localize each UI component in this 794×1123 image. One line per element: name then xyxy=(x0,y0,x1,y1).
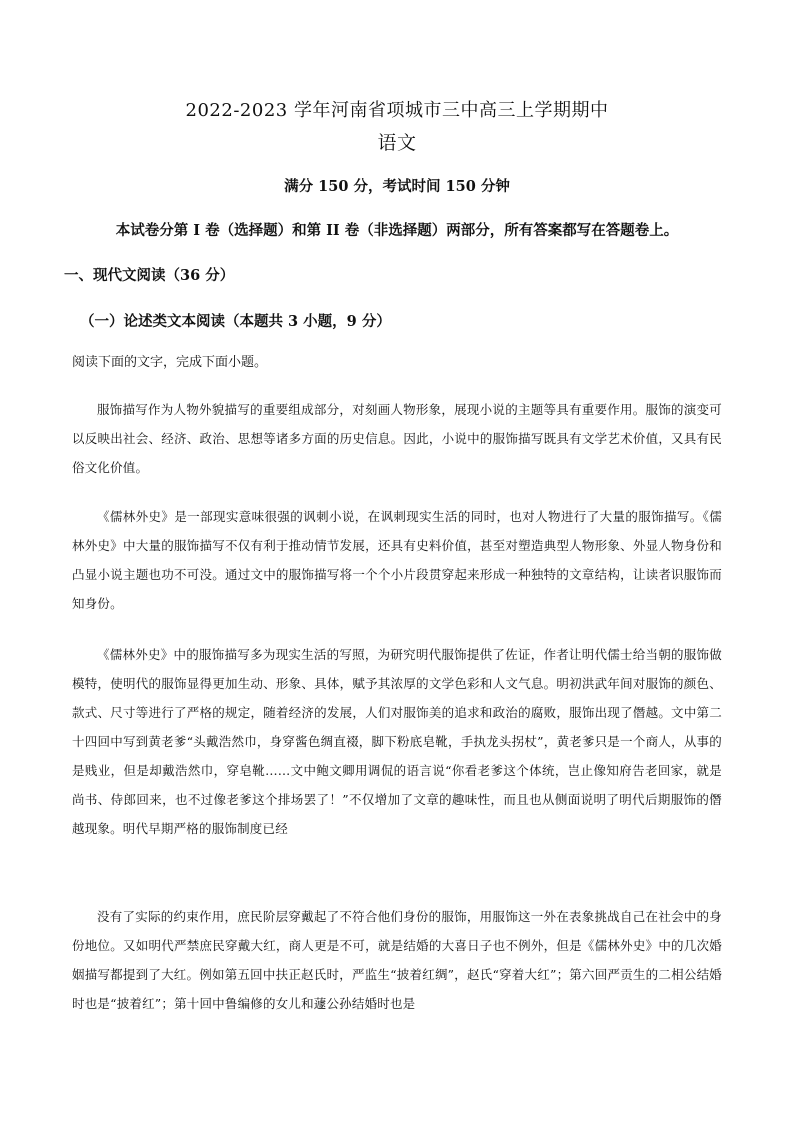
subsection-heading: （一）论述类文本阅读（本题共 3 小题，9 分） xyxy=(80,313,391,330)
paragraph-3: 《儒林外史》中的服饰描写多为现实生活的写照，为研究明代服饰提供了佐证，作者让明代儒士给当朝的服饰做模特，使明代的服饰显得更加生动、形象、具体，赋予其浓厚的文学色彩和人文气息。明初洪武年间对服饰的颜色、款式、尺寸等进行了严格的规定，随着经济的发展，人们对服饰美的追求和政治的腐败，服饰出现了僭越。文中第二十四回中写到黄老爹“头戴浩然巾，身穿酱色绸直裰，脚下粉底皂靴，手执龙头拐杖”，黄老爹只是一个商人，从事的是贱业，但是却戴浩然巾，穿皂靴……文中鲍文卿用调侃的语言说“你看老爹这个体统，岂止像知府告老回家，就是尚书、侍郎回来，也不过像老爹这个排场罢了！”不仅增加了文章的趣味性，而且也从侧面说明了明代后期服饰的僭越现象。明代早期严格的服饰制度已经 xyxy=(72,647,722,836)
paragraph-2: 《儒林外史》是一部现实意味很强的讽刺小说，在讽刺现实生活的同时，也对人物进行了大量的服饰描写。《儒林外史》中大量的服饰描写不仅有利于推动情节发展，还具有史料价值，甚至对塑造典型人物形象、外显人物身份和凸显小说主题也功不可没。通过文中的服饰描写将一个个小片段贯穿起来形成一种独特的文章结构，让读者识服饰而知身份。 xyxy=(72,509,722,611)
paragraph-1: 服饰描写作为人物外貌描写的重要组成部分，对刻画人物形象，展现小说的主题等具有重要作用。服饰的演变可以反映出社会、经济、政治、思想等诸多方面的历史信息。因此，小说中的服饰描写既具有文学艺术价值，又具有民俗文化价值。 xyxy=(72,402,722,475)
exam-instructions: 本试卷分第 I 卷（选择题）和第 II 卷（非选择题）两部分，所有答案都写在答题卷上。 xyxy=(115,222,679,239)
score-info: 满分 150 分，考试时间 150 分钟 xyxy=(284,178,510,195)
paragraph-4: 没有了实际的约束作用，庶民阶层穿戴起了不符合他们身份的服饰，用服饰这一外在表象挑战自己在社会中的身份地位。又如明代严禁庶民穿戴大红，商人更是不可，就是结婚的大喜日子也不例外，但是《儒林外史》中的几次婚姻描写都提到了大红。例如第五回中扶正赵氏时，严监生“披着红绸”，赵氏“穿着大红”；第六回严贡生的二相公结婚时也是“披着红”；第十回中鲁编修的女儿和蘧公孙结婚时也是 xyxy=(72,909,722,1011)
section-heading: 一、现代文阅读（36 分） xyxy=(64,267,235,284)
reading-prompt: 阅读下面的文字，完成下面小题。 xyxy=(72,355,268,370)
document-title: 2022-2023 学年河南省项城市三中高三上学期期中 xyxy=(185,100,609,121)
subject-title: 语文 xyxy=(377,132,417,154)
